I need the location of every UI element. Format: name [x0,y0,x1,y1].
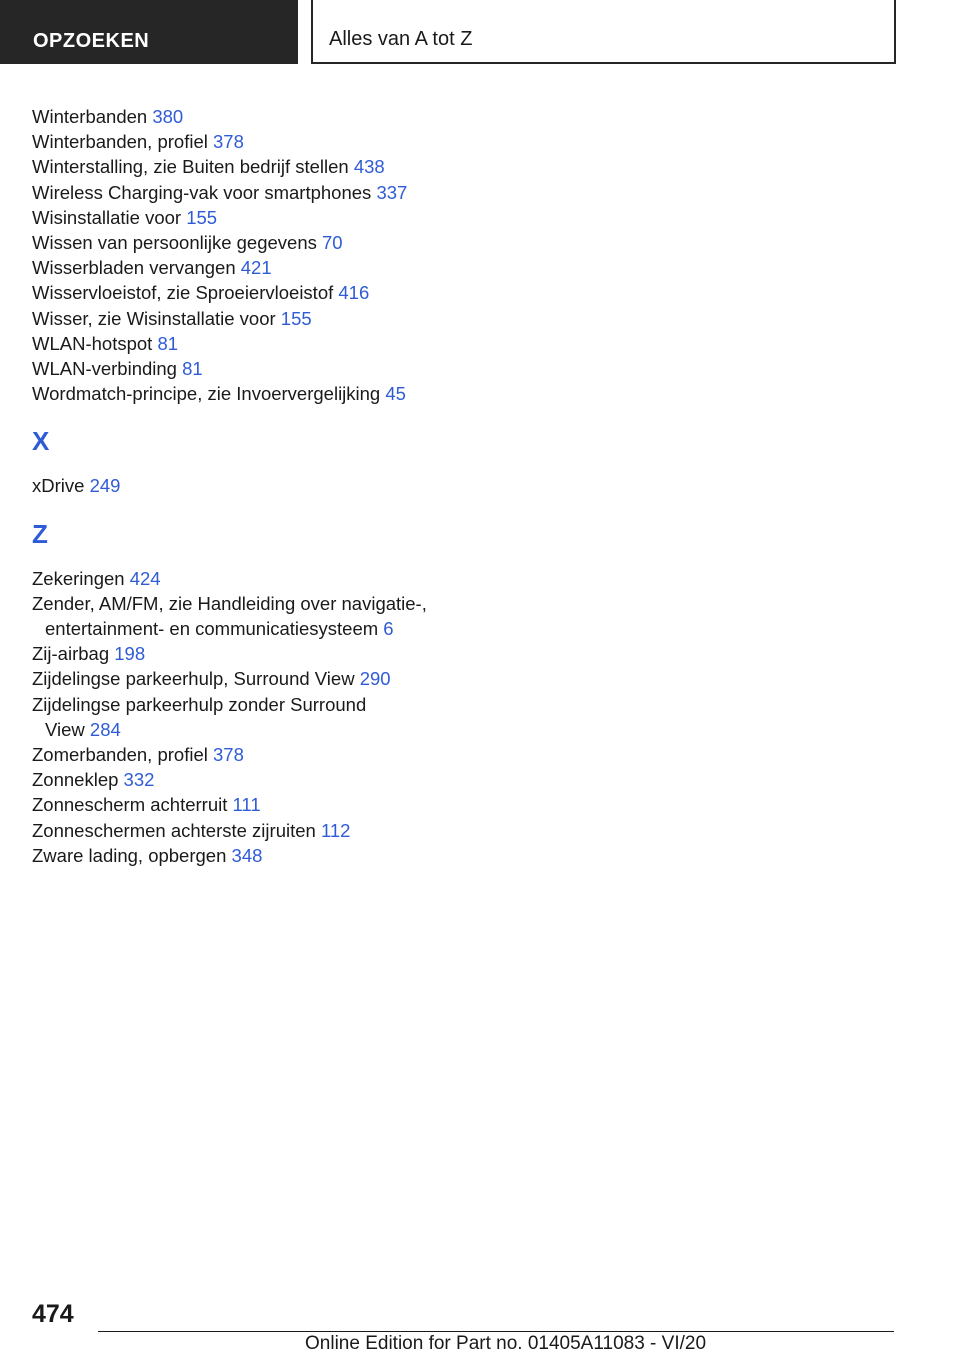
edition-footer: Online Edition for Part no. 01405A11083 - VI/20 [305,1333,707,1354]
page-link[interactable]: 155 [280,307,312,329]
index-group-z [32,566,552,868]
page-link[interactable]: 111 [232,794,261,816]
index-entry [32,154,552,179]
alphabetical-index [32,104,552,868]
page-link[interactable]: 290 [359,668,391,690]
index-entry [32,381,552,406]
index-entry [32,591,552,641]
page-link[interactable]: 70 [322,232,343,254]
index-entry [32,767,552,792]
index-entry-text: Wisservloeistof, zie Sproeiervloeistof [32,282,334,304]
index-entry-continuation [32,616,552,641]
index-entry-text: Wisser, zie Wisinstallatie voor [32,307,276,329]
page-number: 474 [32,1300,74,1328]
index-entry-text: WLAN-hotspot [32,332,153,354]
index-entry [32,104,552,129]
page-link[interactable]: 348 [231,844,263,866]
index-entry-text: Wissen van persoonlijke gegevens [32,232,317,254]
index-entry [32,666,552,691]
index-entry-continuation [32,717,552,742]
index-entry [32,473,552,498]
index-entry-text: Wisserbladen vervangen [32,257,236,279]
index-entry-text: Zekeringen [32,567,125,589]
index-entry-text: Winterbanden, profiel [32,131,208,153]
index-entry [32,129,552,154]
index-entry-text: Winterbanden [32,106,148,127]
page-link[interactable]: 421 [240,257,272,279]
page-link[interactable]: 337 [376,181,408,203]
index-entry [32,280,552,305]
index-entry-text: Zware lading, opbergen [32,844,227,866]
index-entry [32,641,552,666]
index-entry-text: Zonneklep [32,769,119,791]
index-entry-text: Zij-airbag [32,643,110,665]
page-title [311,0,896,64]
index-entry [32,843,552,868]
index-entry-text: Wisinstallatie voor [32,206,182,228]
page-link[interactable]: 81 [157,332,179,354]
index-entry-text: Zijdelingse parkeerhulp, Surround View [32,668,355,690]
index-entry-text: Zijdelingse parkeerhulp zonder Surround [32,693,367,715]
index-entry [32,566,552,591]
section-tab-label: OPZOEKEN [33,29,150,52]
index-entry-text: Zomerbanden, profiel [32,744,208,766]
page-link[interactable]: 198 [114,643,146,665]
index-entry-text: Zonneschermen achterste zijruiten [32,819,316,841]
page-link[interactable]: 45 [385,383,406,405]
index-entry-text: Wordmatch-principe, zie Invoervergelijking [32,383,381,405]
index-entry-text: Zonnescherm achterruit [32,794,228,816]
index-entry [32,180,552,205]
index-entry [32,255,552,280]
page-link[interactable]: 6 [383,618,394,640]
index-entry [32,818,552,843]
section-letter-z: Z [32,518,48,549]
page-link[interactable]: 332 [123,769,155,791]
index-entry [32,692,552,742]
index-entry [32,306,552,331]
page-link[interactable]: 424 [129,567,161,589]
page-link[interactable]: 155 [186,206,218,228]
page-link[interactable]: 378 [213,131,244,153]
page-link[interactable]: 380 [152,106,184,127]
page-link[interactable]: 249 [89,475,121,497]
index-entry [32,356,552,381]
index-entry-text: Winterstalling, zie Buiten bedrijf stellen [32,156,349,178]
index-entry [32,331,552,356]
index-entry-continuation-text: View [45,718,85,740]
index-entry-continuation-text: entertainment- en communicatiesysteem [45,618,379,640]
page-link[interactable]: 378 [213,744,244,766]
index-group-x [32,473,552,498]
index-entry [32,742,552,767]
section-tab[interactable] [0,0,298,64]
index-entry-text: Zender, AM/FM, zie Handleiding over navigatie-, [32,592,427,614]
page-link[interactable]: 81 [182,358,203,380]
section-letter-x: X [32,426,50,457]
page-link[interactable]: 438 [353,156,385,178]
index-entry-text: xDrive [32,475,85,497]
page-link[interactable]: 112 [320,819,351,841]
index-group-w [32,104,552,406]
index-entry-text: Wireless Charging-vak voor smartphones [32,181,372,203]
index-entry [32,230,552,255]
footer-divider [98,1331,894,1332]
page-link[interactable]: 416 [338,282,370,304]
page-link[interactable]: 284 [89,718,121,740]
page-title-text: Alles van A tot Z [329,28,473,50]
index-entry [32,792,552,817]
index-entry-text: WLAN-verbinding [32,358,177,380]
index-entry [32,205,552,230]
